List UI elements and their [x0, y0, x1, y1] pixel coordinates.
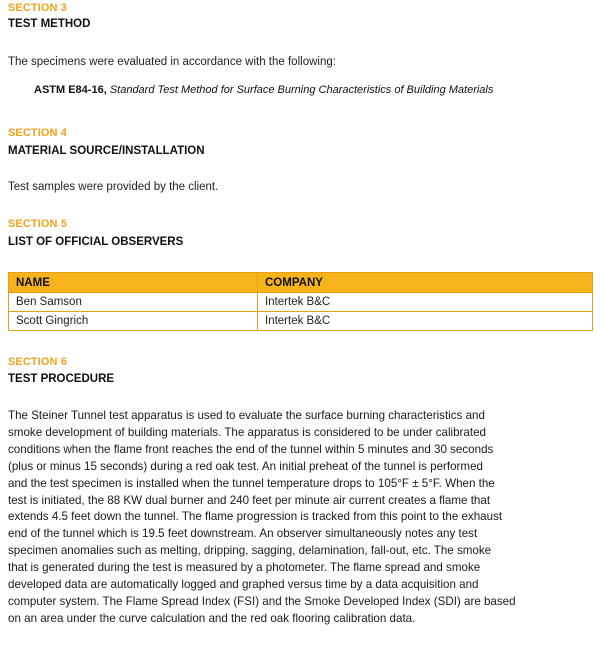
paragraph-line: end of the tunnel which is 19.5 feet downstream. An observer simultaneously notes any test — [8, 527, 478, 541]
table-row — [9, 293, 593, 312]
paragraph-line: developed data are automatically logged and graphed versus time by a data acquisition and — [8, 578, 479, 592]
test-standard — [34, 84, 493, 96]
observer-name: Scott Gingrich — [9, 312, 258, 331]
observers-table — [8, 272, 593, 331]
section-4-text: Test samples were provided by the client. — [8, 181, 219, 193]
paragraph-line: that is generated during the test is measured by a photometer. The flame spread and smoke — [8, 561, 481, 575]
paragraph-line: specimen anomalies such as melting, dripping, sagging, delamination, fall-out, etc. The smoke — [8, 544, 492, 558]
table-header-row — [9, 273, 593, 293]
paragraph-line: test is initiated, the 88 KW dual burner and 240 feet per minute air current creates a flame that — [8, 493, 491, 507]
header-name: NAME — [9, 273, 258, 293]
paragraph-line: (plus or minus 15 seconds) during a red oak test. An initial preheat of the tunnel is performed — [8, 459, 483, 473]
header-company: COMPANY — [258, 273, 593, 293]
paragraph-line: extends 4.5 feet down the tunnel. The flame progression is tracked from this point to the exhaust — [8, 510, 503, 524]
section-3-number: SECTION 3 — [8, 2, 67, 14]
paragraph-line: and the test specimen is installed when the tunnel temperature drops to 105°F ± 5°F. When the — [8, 476, 495, 490]
paragraph-line: conditions when the flame front reaches the end of the tunnel within 5 minutes and 30 seconds — [8, 442, 494, 456]
standard-title: Standard Test Method for Surface Burning Characteristics of Building Materials — [109, 84, 494, 96]
section-4-title: MATERIAL SOURCE/INSTALLATION — [8, 145, 205, 157]
section-4-number: SECTION 4 — [8, 127, 67, 139]
paragraph-line: The Steiner Tunnel test apparatus is used to evaluate the surface burning characteristics and — [8, 409, 485, 422]
paragraph-line: smoke development of building materials. The apparatus is considered to be under calibrated — [8, 425, 486, 439]
table-row — [9, 312, 593, 331]
section-5-number: SECTION 5 — [8, 218, 67, 230]
section-3-intro: The specimens were evaluated in accordance with the following: — [8, 56, 336, 68]
section-6-number: SECTION 6 — [8, 356, 67, 368]
test-procedure-text — [8, 408, 594, 628]
observer-name: Ben Samson — [9, 293, 258, 312]
section-3-title: TEST METHOD — [8, 18, 91, 30]
standard-code: ASTM E84-16, — [34, 84, 107, 96]
section-6-title: TEST PROCEDURE — [8, 373, 115, 385]
observer-company: Intertek B&C — [258, 293, 593, 312]
observer-company: Intertek B&C — [258, 312, 593, 331]
paragraph-line: computer system. The Flame Spread Index (FSI) and the Smoke Developed Index (SDI) are based — [8, 594, 516, 608]
paragraph-line: on an area under the curve calculation and the red oak flooring calibration data. — [8, 611, 416, 625]
section-5-title: LIST OF OFFICIAL OBSERVERS — [8, 236, 184, 248]
